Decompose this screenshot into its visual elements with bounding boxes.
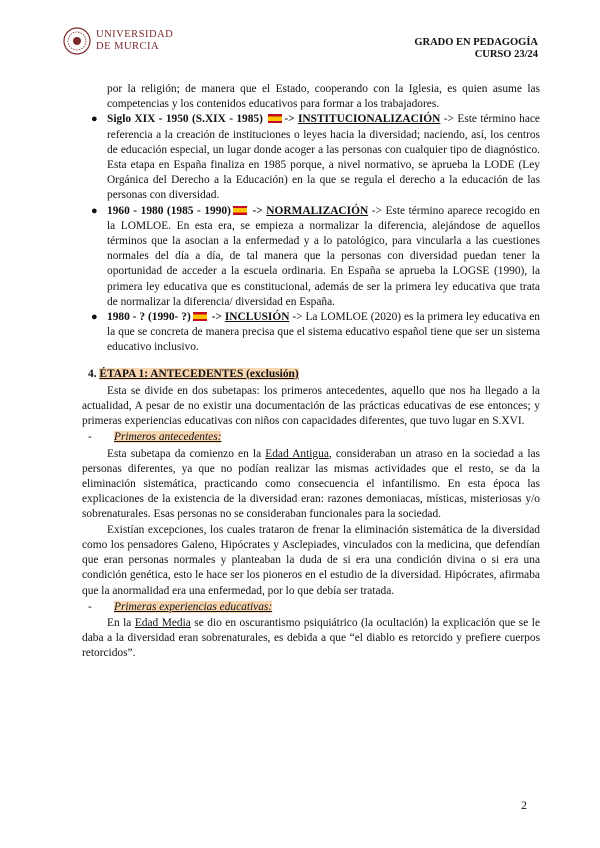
- bullet-arrow: ->: [284, 113, 295, 126]
- underlined-term: Edad Media: [134, 616, 191, 629]
- bullet-dot-icon: ●: [91, 311, 98, 324]
- subsection-2-paragraph: [82, 616, 540, 662]
- bullet-period: Siglo XIX - 1950 (S.XIX - 1985): [107, 113, 263, 126]
- spain-flag-icon: [193, 312, 207, 321]
- subsection-1-paragraph-1: [82, 447, 540, 523]
- bullet-dot-icon: ●: [91, 204, 98, 217]
- section-intro: Esta se divide en dos subetapas: los primeros antecedentes, aquello que nos ha llegado a la actualidad, A pesar de no existir una documentación de las prácticas educativas de ese entonces; y primeras experiencias educativas con niños con capacidades diferentes, que tuvo lugar en S.XVI.: [82, 384, 540, 428]
- bullet-term: INSTITUCIONALIZACIÓN: [297, 113, 441, 126]
- continuation-paragraph: por la religión; de manera que el Estado, cooperando con la Iglesia, es quien asume las competencias y los contenidos educativos para formar a los trabajadores.: [107, 83, 540, 111]
- bullet-inclusion: [82, 310, 540, 356]
- course-info: [414, 37, 538, 61]
- bullet-dot-icon: ●: [91, 113, 98, 126]
- bullet-arrow: ->: [211, 311, 222, 324]
- page-header: [0, 0, 600, 80]
- bullet-text: Este término hace referencia a la creación de instituciones o leyes hacia la diversidad; naciendo, así, los centros de educación especial, un lugar donde acoger a las personas con cualquier tipo de diagnóstico. Esta etapa en España finaliza en 1985 porque, a nivel normativo, se aprueba la LODE (Ley Orgánica del Derecho a la Educación) en la que se regula el derecho a la educación de las personas con diversidad.: [107, 113, 540, 202]
- bullet-text: La LOMLOE (2020) es la primera ley educativa en la que se concreta de manera precisa que el sistema educativo español tiene que ser un sistema educativo inclusivo.: [107, 311, 540, 354]
- bullet-arrow: ->: [252, 204, 263, 217]
- logo-line-2: DE MURCIA: [96, 41, 160, 52]
- bullet-text: Este término aparece recogido en la LOMLOE. En esta era, se empieza a normalizar la diferencia, alejándose de aquellos términos que la asocian a la enfermedad y a lo patológico, para vincularla a las cuestiones normales del día a día, de tal manera que la personas con diversidad puedan tener la oportunidad de acceder a la escuela ordinaria. En España se aprueba la LOGSE (1990), la primera ley educativa que es constitucional, además de ser la primera ley educativa que trata de normalizar la diferencia/ diversidad en España.: [107, 204, 540, 308]
- bullet-term: NORMALIZACIÓN: [266, 204, 369, 217]
- subsection-dash: -: [88, 431, 92, 444]
- bullet-arrow: ->: [443, 113, 454, 126]
- university-logo: [62, 26, 182, 62]
- subsection-1-paragraph-2: Existían excepciones, los cuales trataron de frenar la eliminación sistemática de la diversidad como los pensadores Galeno, Hipócrates y Asclepiades, vinculados con la medicina, que defendían que eran personas normales y planteaban la duda de si era una condición divina o si era una condición genética, esto le hace ser los pioneros en el estudio de la diversidad. Hipócrates, afirmaba que la anormalidad era una enfermedad, por lo que debía ser tratada.: [82, 523, 540, 597]
- section-heading: [82, 367, 540, 382]
- university-seal-icon: [62, 26, 92, 56]
- bullet-period: 1980 - ? (1990- ?): [107, 311, 191, 324]
- text-run: se dio en oscurantismo psiquiátrico (la ocultación) la explicación que se le daba a la diversidad eran sobrenaturales, es debida a que “el diablo es retorcido y prefiere cuerpos retorcidos”.: [82, 616, 540, 660]
- bullet-period: 1960 - 1980 (1985 - 1990): [107, 204, 231, 217]
- bullet-institucionalizacion: [82, 112, 540, 203]
- section-number: 4.: [88, 367, 97, 380]
- subsection-heading-1: [82, 430, 540, 445]
- spain-flag-icon: [233, 206, 247, 215]
- subsection-dash: -: [88, 600, 92, 613]
- bullet-arrow: ->: [371, 204, 382, 217]
- section-title: ÉTAPA 1: ANTECEDENTES (exclusión): [99, 367, 299, 380]
- text-run: Esta subetapa da comienzo en la: [107, 447, 266, 460]
- text-run: , consideraban un atraso en la sociedad a las personas diferentes, ya que no podían realizar las mismas actividades que el resto, se da la eliminación sistemática, practicando como consecuencia el infantilismo. En esta época las explicaciones de la existencia de la diversidad eran: razones demoniacas, místicas, misteriosas y/o sobrenaturales. Esas personas no se consideraban funcionales para la sociedad.: [82, 447, 540, 521]
- page-number: 2: [521, 798, 527, 812]
- bullet-term: INCLUSIÓN: [224, 311, 290, 324]
- logo-line-1: UNIVERSIDAD: [96, 29, 174, 40]
- text-run: En la: [107, 616, 135, 629]
- spain-flag-icon: [268, 114, 282, 123]
- course-line-2: CURSO 23/24: [474, 49, 538, 60]
- underlined-term: Edad Antigua: [265, 447, 329, 460]
- bullet-normalizacion: [82, 204, 540, 310]
- subsection-title: Primeras experiencias educativas:: [114, 600, 273, 613]
- course-line-1: GRADO EN PEDAGOGÍA: [414, 37, 538, 48]
- bullet-arrow: ->: [292, 311, 303, 324]
- page-body: [82, 82, 540, 662]
- subsection-title: Primeros antecedentes:: [114, 431, 222, 444]
- subsection-heading-2: [82, 600, 540, 615]
